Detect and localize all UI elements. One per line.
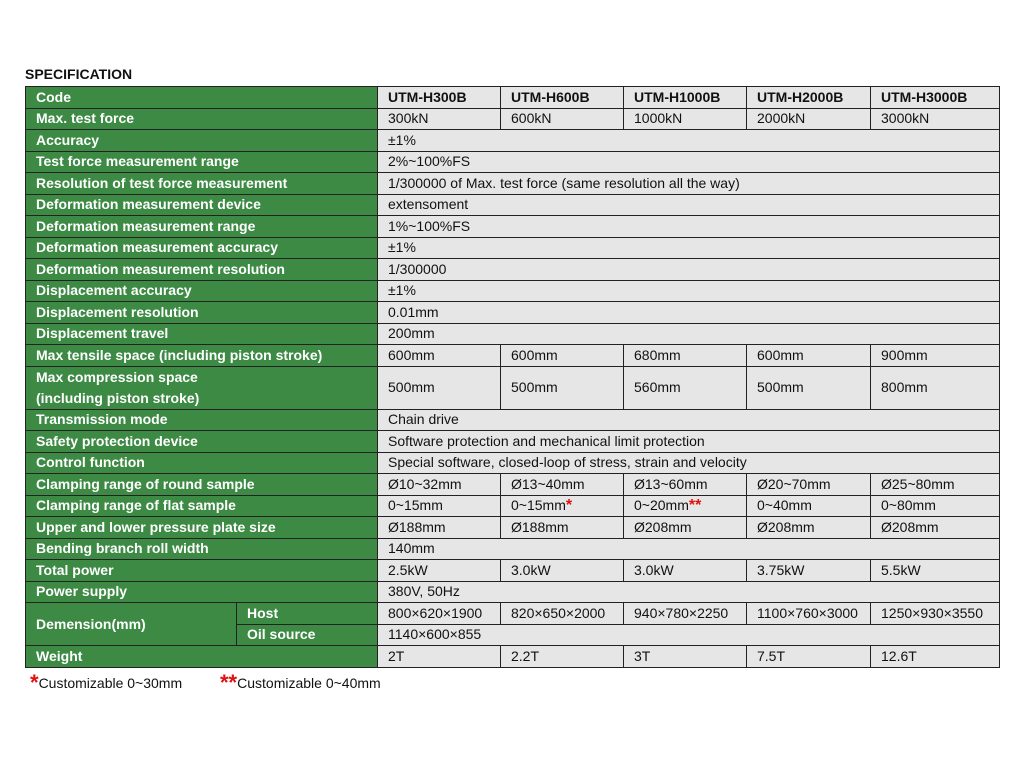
row-label: Clamping range of flat sample <box>26 495 378 517</box>
cell-text: 0~15mm <box>511 497 566 514</box>
row-label: Deformation measurement device <box>26 194 378 216</box>
row-label: Power supply <box>26 581 378 603</box>
cell-value: ±1% <box>378 280 1000 302</box>
row-label: Total power <box>26 560 378 582</box>
cell-value: 3.0kW <box>624 560 747 582</box>
footnote-mark: ** <box>688 497 702 515</box>
row-label: Deformation measurement accuracy <box>26 237 378 259</box>
cell-value: Ø208mm <box>747 517 871 539</box>
table-row-transmission <box>26 409 1000 431</box>
row-label: Bending branch roll width <box>26 538 378 560</box>
cell-value: ±1% <box>378 237 1000 259</box>
row-label: Max tensile space (including piston stroke) <box>26 345 378 367</box>
row-label-line: (including piston stroke) <box>36 389 200 406</box>
cell-value: 2.2T <box>501 646 624 668</box>
specification-title: SPECIFICATION <box>25 66 133 82</box>
cell-value: Software protection and mechanical limit protection <box>378 431 1000 453</box>
row-sublabel: Oil source <box>237 624 378 646</box>
model-header: UTM-H2000B <box>747 87 871 109</box>
row-label: Safety protection device <box>26 431 378 453</box>
row-label: Control function <box>26 452 378 474</box>
cell-value: 1250×930×3550 <box>871 603 1000 625</box>
row-label: Accuracy <box>26 130 378 152</box>
cell-value: Chain drive <box>378 409 1000 431</box>
cell-value: 1/300000 <box>378 259 1000 281</box>
cell-value: 1100×760×3000 <box>747 603 871 625</box>
footnote <box>220 670 381 696</box>
row-sublabel: Host <box>237 603 378 625</box>
row-label: Transmission mode <box>26 409 378 431</box>
cell-value: 3.0kW <box>501 560 624 582</box>
footnote <box>30 670 182 696</box>
cell-value: Special software, closed-loop of stress, strain and velocity <box>378 452 1000 474</box>
cell-value: 300kN <box>378 108 501 130</box>
cell-value: 5.5kW <box>871 560 1000 582</box>
cell-value: 900mm <box>871 345 1000 367</box>
table-row-force-resolution <box>26 173 1000 195</box>
cell-value <box>747 495 871 517</box>
cell-value <box>871 495 1000 517</box>
cell-value: 800mm <box>871 366 1000 409</box>
cell-value: 1%~100%FS <box>378 216 1000 238</box>
row-label <box>26 366 378 409</box>
table-row-dimension-host <box>26 603 1000 625</box>
cell-value: 2T <box>378 646 501 668</box>
cell-value: 380V, 50Hz <box>378 581 1000 603</box>
table-row-accuracy <box>26 130 1000 152</box>
model-header: UTM-H600B <box>501 87 624 109</box>
table-row-code <box>26 87 1000 109</box>
cell-value: Ø188mm <box>501 517 624 539</box>
cell-value: 820×650×2000 <box>501 603 624 625</box>
cell-value: 940×780×2250 <box>624 603 747 625</box>
cell-value: 140mm <box>378 538 1000 560</box>
cell-text: 0~15mm <box>388 497 443 514</box>
table-row-deformation-device <box>26 194 1000 216</box>
cell-value: 2.5kW <box>378 560 501 582</box>
cell-value: 1/300000 of Max. test force (same resolution all the way) <box>378 173 1000 195</box>
cell-value: Ø25~80mm <box>871 474 1000 496</box>
cell-value: Ø20~70mm <box>747 474 871 496</box>
row-label: Displacement resolution <box>26 302 378 324</box>
model-header: UTM-H3000B <box>871 87 1000 109</box>
cell-value: 600mm <box>747 345 871 367</box>
row-label: Demension(mm) <box>26 603 237 646</box>
cell-value: 2%~100%FS <box>378 151 1000 173</box>
cell-value: Ø13~60mm <box>624 474 747 496</box>
cell-value: 680mm <box>624 345 747 367</box>
row-label: Resolution of test force measurement <box>26 173 378 195</box>
cell-text: 0~20mm <box>634 497 689 514</box>
cell-value: 500mm <box>378 366 501 409</box>
footnote-mark: ** <box>220 670 238 695</box>
row-label: Upper and lower pressure plate size <box>26 517 378 539</box>
cell-value: 3.75kW <box>747 560 871 582</box>
table-row-displacement-resolution <box>26 302 1000 324</box>
cell-value: 3000kN <box>871 108 1000 130</box>
table-row-power-supply <box>26 581 1000 603</box>
table-row-deformation-accuracy <box>26 237 1000 259</box>
cell-value: 7.5T <box>747 646 871 668</box>
cell-value: Ø208mm <box>871 517 1000 539</box>
row-label-line: Max compression space <box>36 368 198 385</box>
table-row-roll-width <box>26 538 1000 560</box>
row-label: Clamping range of round sample <box>26 474 378 496</box>
table-row-flat-sample <box>26 495 1000 517</box>
cell-value <box>378 495 501 517</box>
row-label: Weight <box>26 646 378 668</box>
row-label: Deformation measurement range <box>26 216 378 238</box>
specification-table <box>25 86 1000 668</box>
footnote-mark: * <box>30 670 39 695</box>
table-row-control <box>26 452 1000 474</box>
row-label: Max. test force <box>26 108 378 130</box>
cell-value: 2000kN <box>747 108 871 130</box>
cell-value: Ø188mm <box>378 517 501 539</box>
cell-value: 1140×600×855 <box>378 624 1000 646</box>
row-label: Displacement accuracy <box>26 280 378 302</box>
row-label: Test force measurement range <box>26 151 378 173</box>
cell-value: 3T <box>624 646 747 668</box>
cell-value <box>501 495 624 517</box>
cell-value: ±1% <box>378 130 1000 152</box>
cell-value: Ø13~40mm <box>501 474 624 496</box>
table-row-plate-size <box>26 517 1000 539</box>
cell-value: 800×620×1900 <box>378 603 501 625</box>
table-row-total-power <box>26 560 1000 582</box>
cell-value <box>624 495 747 517</box>
cell-value: 600mm <box>378 345 501 367</box>
cell-text: 0~40mm <box>757 497 812 514</box>
table-row-deformation-resolution <box>26 259 1000 281</box>
table-row-displacement-accuracy <box>26 280 1000 302</box>
table-row-weight <box>26 646 1000 668</box>
cell-value: 600kN <box>501 108 624 130</box>
table-row-max-force <box>26 108 1000 130</box>
row-label: Deformation measurement resolution <box>26 259 378 281</box>
footnote-mark: * <box>565 497 573 515</box>
table-row-tensile-space <box>26 345 1000 367</box>
table-row-displacement-travel <box>26 323 1000 345</box>
cell-value: 1000kN <box>624 108 747 130</box>
cell-value: 500mm <box>501 366 624 409</box>
table-row-force-range <box>26 151 1000 173</box>
cell-value: Ø10~32mm <box>378 474 501 496</box>
cell-value: extensoment <box>378 194 1000 216</box>
cell-value: Ø208mm <box>624 517 747 539</box>
row-label: Displacement travel <box>26 323 378 345</box>
table-row-deformation-range <box>26 216 1000 238</box>
cell-value: 500mm <box>747 366 871 409</box>
cell-value: 0.01mm <box>378 302 1000 324</box>
model-header: UTM-H1000B <box>624 87 747 109</box>
cell-value: 12.6T <box>871 646 1000 668</box>
footnote-text: Customizable 0~40mm <box>237 675 381 691</box>
footnote-text: Customizable 0~30mm <box>38 675 183 691</box>
table-row-safety <box>26 431 1000 453</box>
table-row-compression-space <box>26 366 1000 409</box>
cell-value: 200mm <box>378 323 1000 345</box>
cell-value: 600mm <box>501 345 624 367</box>
row-label-code: Code <box>26 87 378 109</box>
cell-text: 0~80mm <box>881 497 936 514</box>
model-header: UTM-H300B <box>378 87 501 109</box>
cell-value: 560mm <box>624 366 747 409</box>
table-row-round-sample <box>26 474 1000 496</box>
